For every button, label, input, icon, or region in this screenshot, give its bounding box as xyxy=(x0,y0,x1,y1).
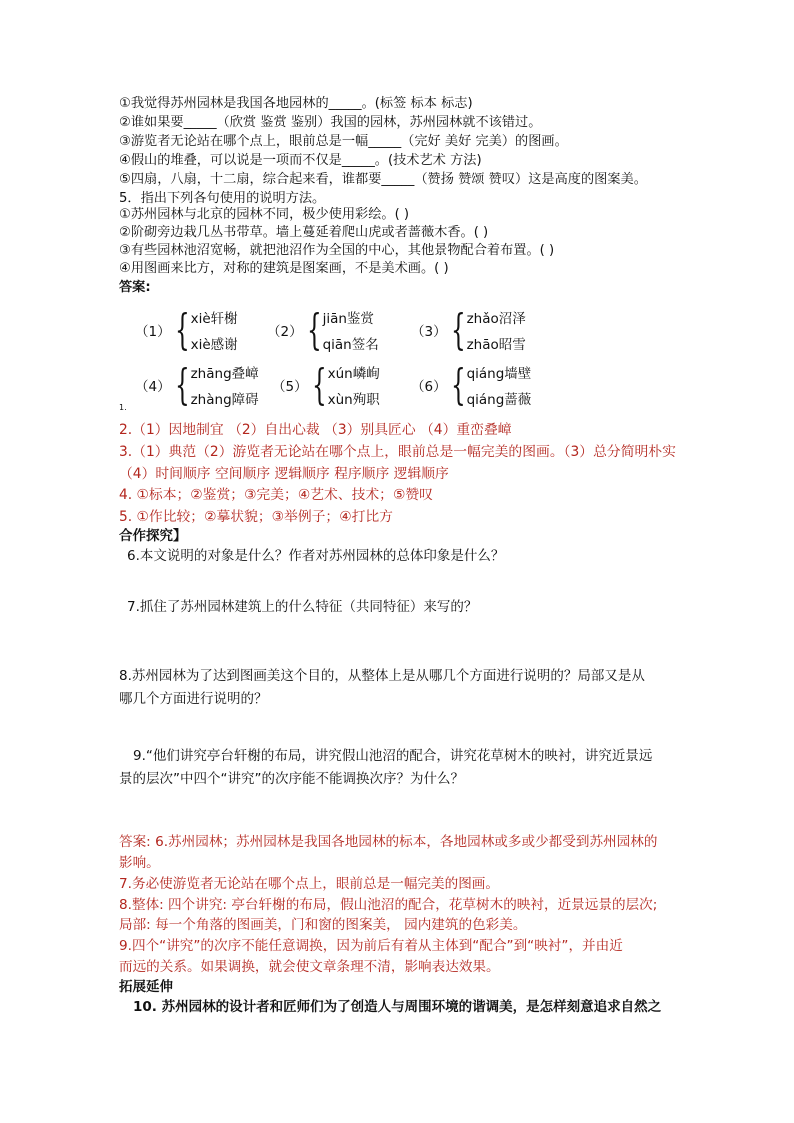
q4-item-1: ①我觉得苏州园林是我国各地园林的_____。(标签 标本 标志) xyxy=(119,96,473,111)
question-9-line-1: 9.“他们讲究亭台轩榭的布局，讲究假山池沼的配合，讲究花草树木的映衬，讲究近景远 xyxy=(133,748,653,764)
pinyin-group-number: （2） xyxy=(267,324,303,340)
question-10 xyxy=(133,996,661,1018)
pinyin-group-5 xyxy=(272,361,380,409)
brace-mark: { xyxy=(450,360,466,409)
pinyin-top: jiān鉴赏 xyxy=(322,311,374,327)
brace-mark: { xyxy=(311,360,327,409)
brace-mark: { xyxy=(174,305,190,354)
q5-item-4: ④用图画来比方，对称的建筑是图案画，不是美术画。( ) xyxy=(119,261,449,276)
answer-7: 7.务必使游览者无论站在哪个点上，眼前总是一幅完美的图画。 xyxy=(119,876,499,892)
pinyin-group-2 xyxy=(267,306,379,354)
pinyin-top: xiè轩榭 xyxy=(190,311,238,327)
answer-8-local: 局部: 每一个角落的图画美，门和窗的图案美， 园内建筑的色彩美。 xyxy=(119,917,527,933)
pinyin-top: zhāng叠嶂 xyxy=(190,366,259,382)
answer-9: 9.四个“讲究”的次序不能任意调换，因为前后有着从主体到“配合”到“映衬”，并由近 xyxy=(119,938,623,954)
pinyin-bottom: xiè感谢 xyxy=(190,337,238,353)
q5-item-1: ①苏州园林与北京的园林不同，极少使用彩绘。( ) xyxy=(119,207,410,222)
q4-item-5: ⑤四扇，八扇，十二扇，综合起来看，谁都要_____（赞扬 赞颂 赞叹）这是高度的图案美。 xyxy=(119,172,647,187)
pinyin-group-number: （6） xyxy=(411,379,447,395)
brace-mark: { xyxy=(174,360,190,409)
q4-item-4: ④假山的堆叠，可以说是一项而不仅是_____。(技术艺术 方法) xyxy=(119,153,482,168)
question-9-line-2: 景的层次”中四个“讲究”的次序能不能调换次序？为什么？ xyxy=(119,771,464,787)
answer-6: 答案: 6.苏州园林；苏州园林是我国各地园林的标本，各地园林或多或少都受到苏州园林的 xyxy=(119,834,658,850)
pinyin-top: xún嶙峋 xyxy=(327,366,380,382)
question-8-line-1: 8.苏州园林为了达到图画美这个目的，从整体上是从哪几个方面进行说明的？局部又是从 xyxy=(119,668,645,684)
pinyin-bottom: zhāo昭雪 xyxy=(466,337,526,353)
pinyin-group-number: （1） xyxy=(135,324,171,340)
question-10-text: 10. 苏州园林的设计者和匠师们为了创造人与周围环境的谐调美，是怎样刻意追求自然之 xyxy=(133,999,662,1015)
answer-label: 答案: xyxy=(119,280,151,295)
tiny-number-mark: 1. xyxy=(119,403,127,412)
pinyin-bottom: qiān签名 xyxy=(322,337,379,353)
answer-3: 3.（1）典范（2）游览者无论站在哪个点上，眼前总是一幅完美的图画。（3）总分简明朴实 xyxy=(119,444,676,460)
question-8-line-2: 哪几个方面进行说明的？ xyxy=(119,691,268,707)
question-6: 6.本文说明的对象是什么？作者对苏州园林的总体印象是什么？ xyxy=(127,548,505,564)
answer-8-whole: 8.整体: 四个讲究: 亭台轩榭的布局，假山池沼的配合，花草树木的映衬，近景远景的层次; xyxy=(119,897,658,913)
pinyin-group-6 xyxy=(411,361,531,409)
pinyin-group-number: （4） xyxy=(135,379,171,395)
q5-title: 5．指出下列各句使用的说明方法。 xyxy=(119,191,326,206)
question-7: 7.抓住了苏州园林建筑上的什么特征（共同特征）来写的？ xyxy=(127,599,478,615)
q4-item-3: ③游览者无论站在哪个点上，眼前总是一幅_____（完好 美好 完美）的图画。 xyxy=(119,134,568,149)
answer-2: 2.（1）因地制宜 （2）自出心裁 （3）别具匠心 （4）重峦叠嶂 xyxy=(119,422,512,438)
q4-item-2: ②谁如果要_____（欣赏 鉴赏 鉴别）我国的园林，苏州园林就不该错过。 xyxy=(119,115,542,130)
answer-3-cont: （4）时间顺序 空间顺序 逻辑顺序 程序顺序 逻辑顺序 xyxy=(119,466,449,482)
pinyin-top: zhǎo沼泽 xyxy=(466,311,526,327)
q5-item-3: ③有些园林池沼宽畅，就把池沼作为全国的中心，其他景物配合着布置。( ) xyxy=(119,243,555,258)
brace-mark: { xyxy=(306,305,322,354)
pinyin-bottom: qiáng蔷薇 xyxy=(466,392,532,408)
pinyin-group-number: （3） xyxy=(411,324,447,340)
brace-mark: { xyxy=(450,305,466,354)
pinyin-group-1 xyxy=(135,306,238,354)
answer-6-cont: 影响。 xyxy=(119,855,160,871)
pinyin-group-4 xyxy=(135,361,259,409)
pinyin-group-number: （5） xyxy=(272,379,308,395)
section-cooperative-inquiry: 合作探究】 xyxy=(119,528,187,544)
answer-5: 5. ①作比较；②摹状貌；③举例子；④打比方 xyxy=(119,509,393,525)
q5-item-2: ②阶砌旁边栽几丛书带草。墙上蔓延着爬山虎或者蔷薇木香。( ) xyxy=(119,225,489,240)
section-extension: 拓展延伸 xyxy=(119,979,173,995)
answer-4: 4. ①标本；②鉴赏；③完美；④艺术、技术；⑤赞叹 xyxy=(119,487,433,503)
pinyin-bottom: zhàng障碍 xyxy=(190,392,259,408)
pinyin-top: qiáng墙壁 xyxy=(466,366,532,382)
answer-9-cont: 而远的关系。如果调换，就会使文章条理不清，影响表达效果。 xyxy=(119,959,500,975)
pinyin-group-3 xyxy=(411,306,526,354)
pinyin-bottom: xùn殉职 xyxy=(327,392,380,408)
